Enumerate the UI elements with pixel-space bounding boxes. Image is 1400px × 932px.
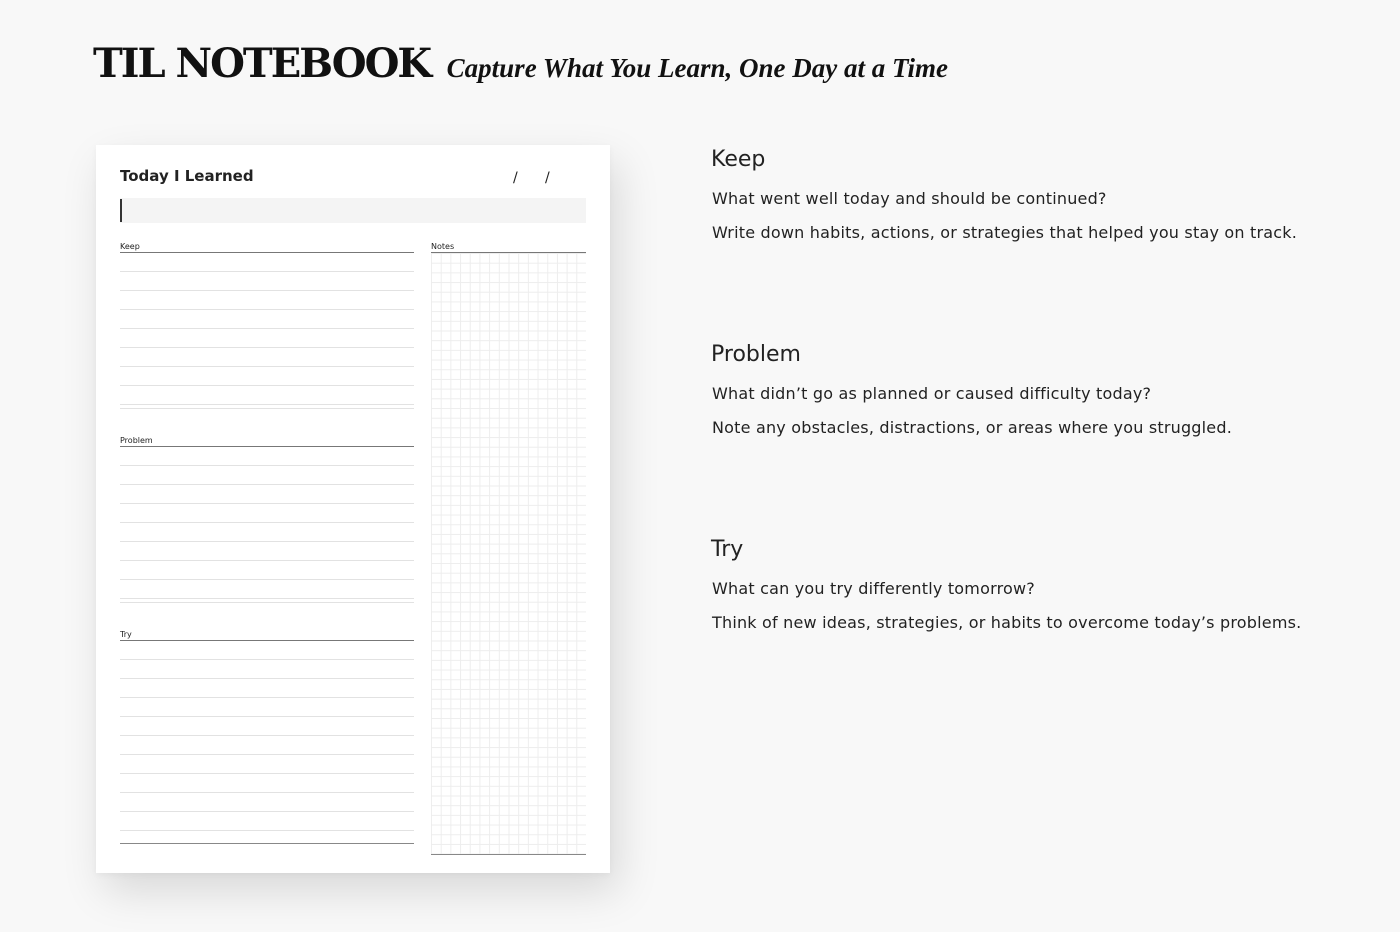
try-writing-lines[interactable]	[120, 641, 414, 844]
problem-section	[120, 435, 414, 603]
problem-heading: Problem	[711, 342, 801, 367]
title-input-field[interactable]	[120, 198, 586, 223]
keep-writing-lines[interactable]	[120, 253, 414, 409]
sheet-title: Today I Learned	[120, 167, 254, 185]
date-separator: /	[513, 170, 518, 186]
keep-question: What went well today and should be continued?	[712, 189, 1107, 208]
brand-title: TIL NOTEBOOK	[93, 40, 431, 87]
try-heading: Try	[711, 537, 744, 562]
problem-detail: Note any obstacles, distractions, or areas where you struggled.	[712, 418, 1232, 437]
problem-description	[711, 342, 1351, 452]
try-description	[711, 537, 1351, 647]
problem-writing-lines[interactable]	[120, 447, 414, 603]
page-header	[93, 40, 948, 87]
keep-section-label: Keep	[120, 242, 140, 251]
keep-description	[711, 147, 1351, 257]
notes-section-label: Notes	[431, 242, 455, 251]
notes-grid[interactable]	[431, 253, 586, 855]
keep-section	[120, 241, 414, 409]
try-section-label: Try	[120, 630, 132, 639]
try-detail: Think of new ideas, strategies, or habits to overcome today’s problems.	[712, 613, 1302, 632]
notebook-page-preview	[96, 145, 610, 873]
keep-heading: Keep	[711, 147, 766, 172]
text-cursor	[120, 199, 122, 222]
problem-question: What didn’t go as planned or caused difficulty today?	[712, 384, 1152, 403]
try-question: What can you try differently tomorrow?	[712, 579, 1035, 598]
keep-detail: Write down habits, actions, or strategies that helped you stay on track.	[712, 223, 1298, 242]
tagline: Capture What You Learn, One Day at a Time	[446, 53, 948, 83]
problem-section-label: Problem	[120, 436, 153, 445]
notes-section	[431, 241, 586, 855]
date-separator: /	[545, 170, 550, 186]
try-section	[120, 629, 414, 844]
